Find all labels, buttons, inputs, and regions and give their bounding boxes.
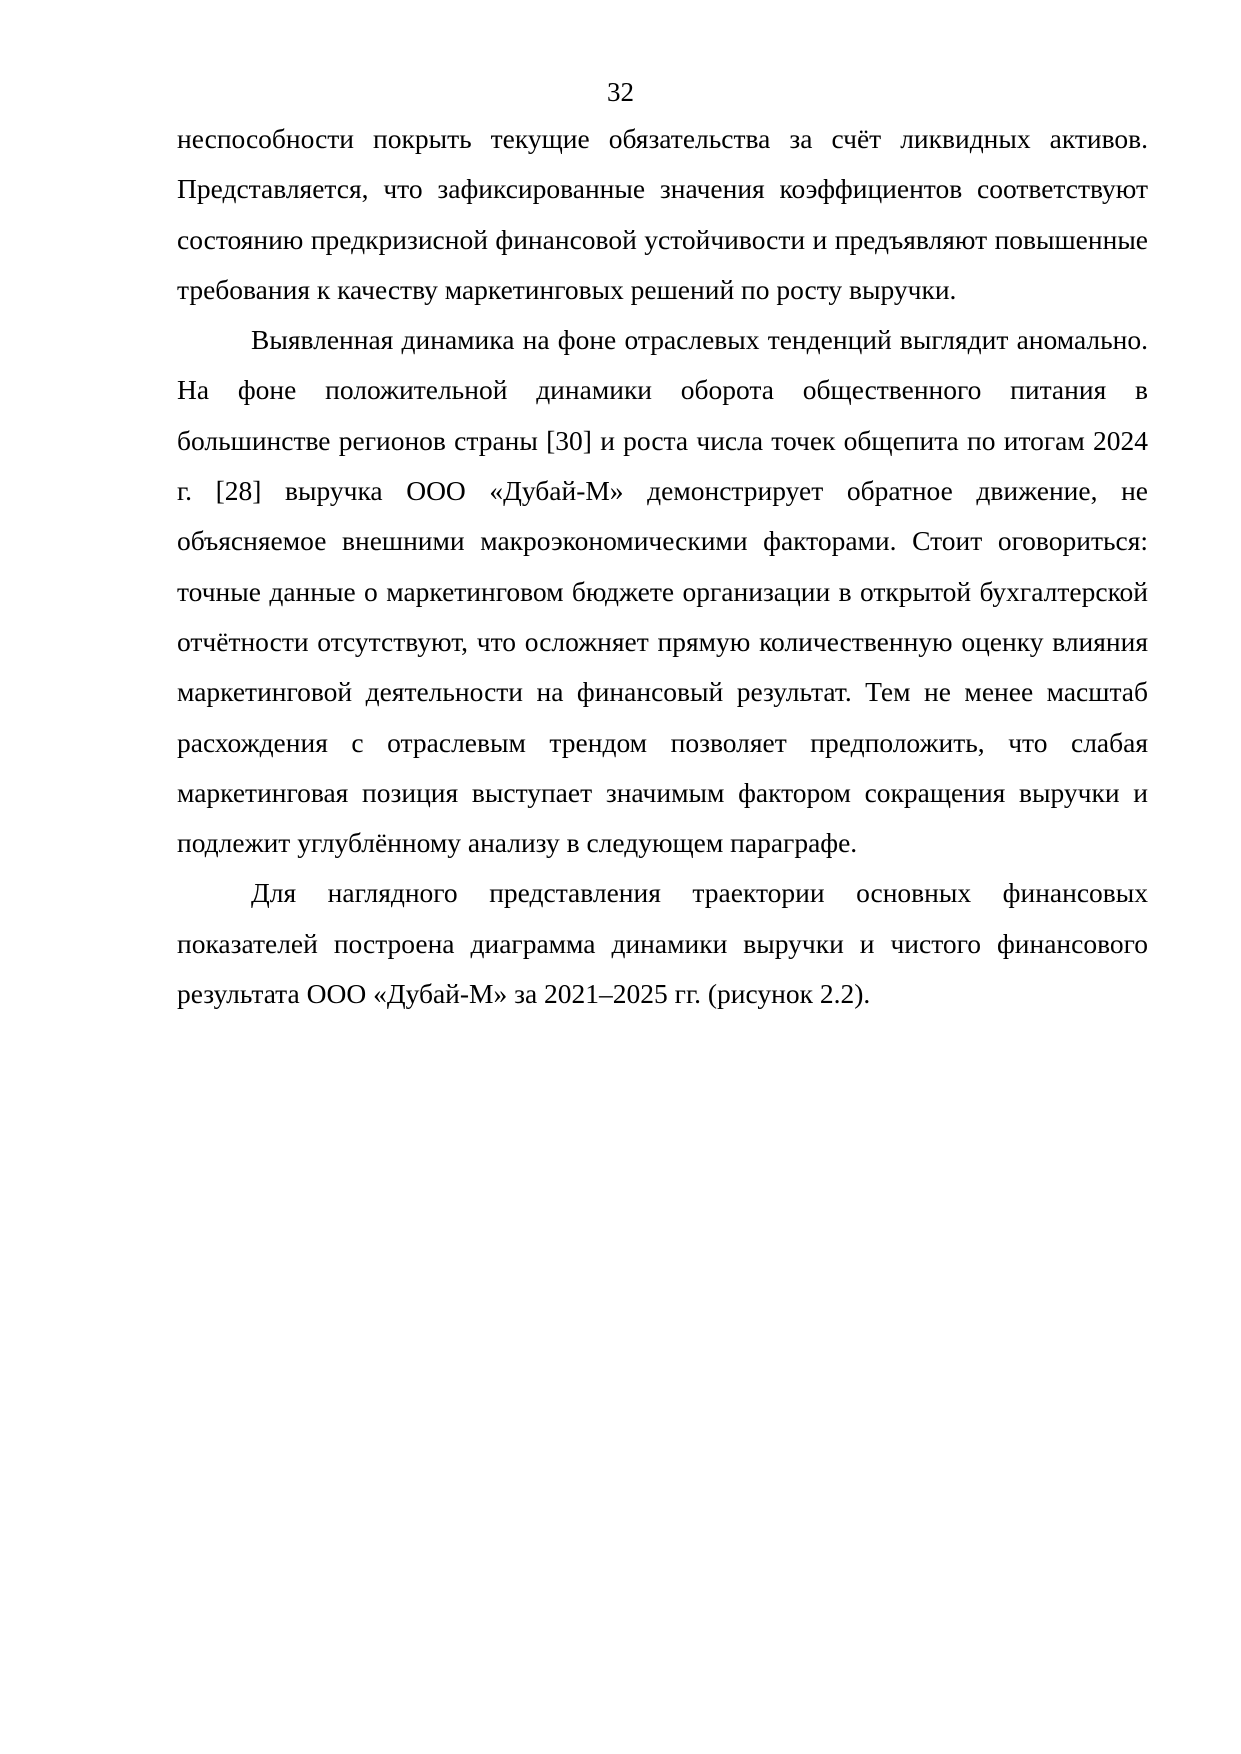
paragraph-2: Выявленная динамика на фоне отраслевых тенденций выглядит аномально. На фоне положительной динамики оборота общественного питания в большинстве регионов страны [30] и роста числа точек общепита по итогам 2024 г. [28] выручка ООО «Дубай-М» демонстрирует обратное движение, не объясняемое внешними макроэкономическими факторами. Стоит оговориться: точные данные о маркетинговом бюджете организации в открытой бухгалтерской отчётности отсутствуют, что осложняет прямую количественную оценку влияния маркетинговой деятельности на финансовый результат. Тем не менее масштаб расхождения с отраслевым трендом позволяет предположить, что слабая маркетинговая позиция выступает значимым фактором сокращения выручки и подлежит углублённому анализу в следующем параграфе. <box>177 324 1148 859</box>
paragraph-3: Для наглядного представления траектории основных финансовых показателей построена диаграмма динамики выручки и чистого финансового результата ООО «Дубай-М» за 2021–2025 гг. (рисунок 2.2). <box>177 877 1148 1010</box>
paragraph-1: неспособности покрыть текущие обязательства за счёт ликвидных активов. Представляется, что зафиксированные значения коэффициентов соответствуют состоянию предкризисной финансовой устойчивости и предъявляют повышенные требования к качеству маркетинговых решений по росту выручки. <box>177 123 1148 305</box>
page-number: 32 <box>607 77 634 107</box>
body-text <box>177 114 1148 1019</box>
